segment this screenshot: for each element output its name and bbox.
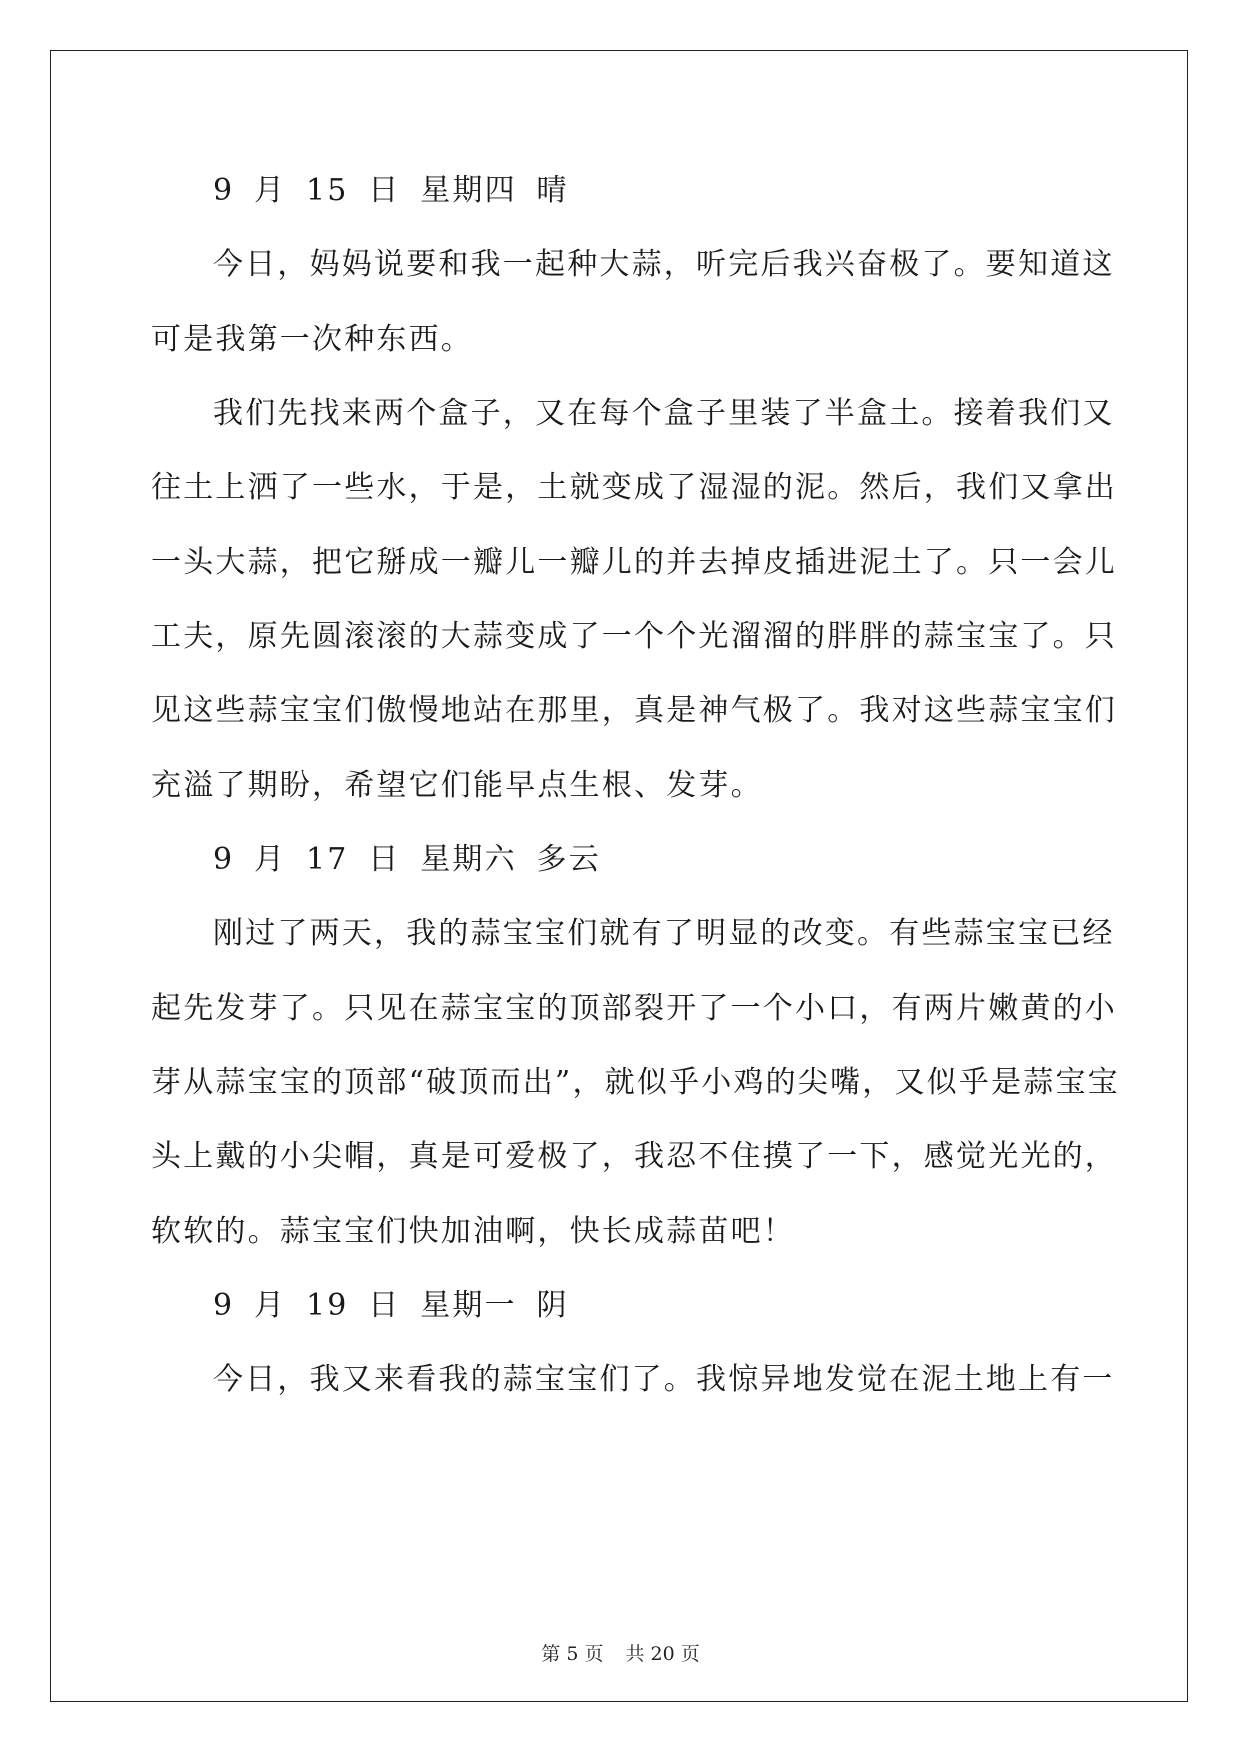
- page-footer: [0, 1642, 1241, 1666]
- entry-date-sep19: 9 月 19 日 星期一 阴: [213, 1288, 569, 1323]
- paragraph-line: 今日，我又来看我的蒜宝宝们了。我惊异地发觉在泥土地上有一: [213, 1362, 1115, 1397]
- paragraph-line: 软软的。蒜宝宝们快加油啊，快长成蒜苗吧！: [151, 1214, 795, 1249]
- paragraph-line: 一头大蒜，把它掰成一瓣儿一瓣儿的并去掉皮插进泥土了。只一会儿: [151, 545, 1117, 580]
- paragraph-line: 见这些蒜宝宝们傲慢地站在那里，真是神气极了。我对这些蒜宝宝们: [151, 693, 1117, 728]
- paragraph-line: 我们先找来两个盒子，又在每个盒子里装了半盒土。接着我们又: [213, 396, 1115, 431]
- page-total: 共 20 页: [625, 1643, 700, 1665]
- paragraph-line: 充溢了期盼，希望它们能早点生根、发芽。: [151, 768, 763, 803]
- paragraph-line: 刚过了两天，我的蒜宝宝们就有了明显的改变。有些蒜宝宝已经: [213, 916, 1115, 951]
- paragraph-line: 今日，妈妈说要和我一起种大蒜，听完后我兴奋极了。要知道这: [213, 247, 1115, 282]
- paragraph-line: 可是我第一次种东西。: [151, 322, 473, 357]
- paragraph-line: 芽从蒜宝宝的顶部“破顶而出”，就似乎小鸡的尖嘴，又似乎是蒜宝宝: [151, 1065, 1120, 1100]
- entry-date-sep17: 9 月 17 日 星期六 多云: [213, 842, 601, 877]
- paragraph-line: 往土上洒了一些水，于是，土就变成了湿湿的泥。然后，我们又拿出: [151, 470, 1117, 505]
- page-number: 第 5 页: [541, 1643, 604, 1665]
- paragraph-line: 工夫，原先圆滚滚的大蒜变成了一个个光溜溜的胖胖的蒜宝宝了。只: [151, 619, 1117, 654]
- entry-date-sep15: 9 月 15 日 星期四 晴: [213, 173, 569, 208]
- paragraph-line: 起先发芽了。只见在蒜宝宝的顶部裂开了一个小口，有两片嫩黄的小: [151, 991, 1117, 1026]
- paragraph-line: 头上戴的小尖帽，真是可爱极了，我忍不住摸了一下，感觉光光的，: [151, 1139, 1117, 1174]
